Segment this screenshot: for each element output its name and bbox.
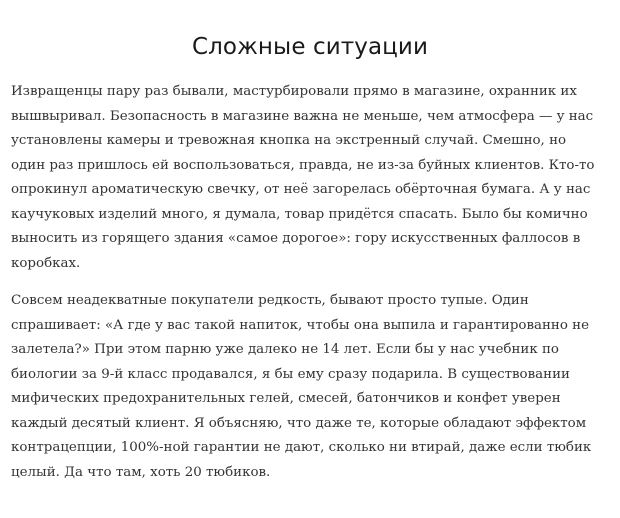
text-line: выносить из горящего здания «самое дорогое»: гору искусственных фаллосов в bbox=[11, 231, 581, 246]
text-line: мифических предохранительных гелей, смесей, батончиков и конфет уверен bbox=[11, 391, 561, 406]
text-line: установлены камеры и тревожная кнопка на экстренный случай. Смешно, но bbox=[11, 133, 567, 148]
paragraph-2 bbox=[11, 289, 607, 485]
paragraph-1 bbox=[11, 80, 607, 276]
text-line: опрокинул ароматическую свечку, от неё загорелась обёрточная бумага. А у нас bbox=[11, 182, 591, 197]
text-line: каждый десятый клиент. Я объясняю, что даже те, которые обладают эффектом bbox=[11, 415, 587, 431]
text-line: коробках. bbox=[11, 255, 81, 271]
text-line: вышвыривал. Безопасность в магазине важна не меньше, чем атмосфера — у нас bbox=[11, 108, 594, 124]
text-line: Извращенцы пару раз бывали, мастурбировали прямо в магазине, охранник их bbox=[11, 84, 577, 99]
text-line: спрашивает: «А где у вас такой напиток, чтобы она выпила и гарантированно не bbox=[11, 317, 590, 333]
text-line: целый. Да что там, хоть 20 тюбиков. bbox=[11, 464, 271, 480]
text-line: каучуковых изделий много, я думала, товар придётся спасать. Было бы комично bbox=[11, 206, 588, 222]
text-line: Совсем неадекватные покупатели редкость, бывают просто тупые. Один bbox=[11, 293, 529, 308]
text-line: биологии за 9-й класс продавался, я бы ему сразу подарила. В существовании bbox=[11, 366, 570, 382]
section-heading: Сложные ситуации bbox=[191, 34, 429, 60]
text-line: залетела?» При этом парню уже далеко не 14 лет. Если бы у нас учебник по bbox=[11, 342, 559, 357]
text-line: один раз пришлось ей воспользоваться, правда, не из-за буйных клиентов. Кто-то bbox=[11, 157, 595, 173]
text-line: контрацепции, 100%-ной гарантии не дают, сколько ни втирай, даже если тюбик bbox=[11, 440, 592, 455]
